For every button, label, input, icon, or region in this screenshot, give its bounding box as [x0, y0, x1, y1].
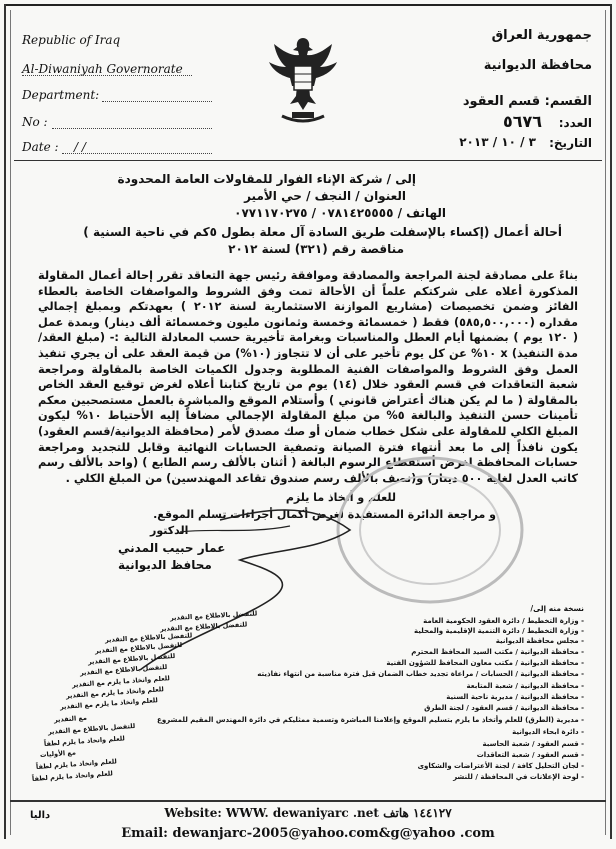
border-right [610, 4, 612, 839]
signatory-name: عمار حبيب المدني [118, 541, 226, 555]
governorate-en: Al-Diwaniyah Governorate [22, 62, 183, 76]
department-label: Department: [22, 88, 100, 102]
cc-item: - محافظة الديوانية / شعبة المتابعة [466, 682, 584, 690]
cc-item: - محافظة الديوانية / مكتب معاون المحافظ للشؤون الفنية [386, 659, 584, 667]
cc-item: - محافظة الديوانية / مديرية ناحية السنية [446, 693, 584, 701]
section-ar: القسم: قسم العقود [462, 94, 592, 109]
handwritten-signature-icon [120, 490, 390, 680]
dots-line [52, 128, 212, 129]
signatory-position: محافظ الديوانية [118, 558, 212, 572]
number-label-en: No : [22, 115, 48, 129]
date-label-en: Date : [22, 140, 59, 154]
cc-note: للتفضل بالاطلاع مع التقدير [94, 640, 183, 655]
footer-rule [10, 800, 606, 802]
eagle-emblem-icon [262, 30, 344, 130]
footer-email: Email: dewanjarc-2005@yahoo.com&g@yahoo .com [121, 826, 495, 841]
cc-note: للتفضل بالاطلاع مع التقدير [79, 662, 168, 677]
cc-item: - مديرية (الطرق) للعلم وأتخاذ ما يلزم بتسليم الموقع وإعلامنا المباشرة وتسمية ممثليكم في دائرة المهندس المقيم للمشروع [157, 716, 584, 724]
dots-line [22, 75, 192, 76]
date-value-ar: ٣ / ١٠ / ٢٠١٣ [459, 135, 536, 149]
cc-note: مع الأوليات [39, 748, 77, 759]
number-label-ar: العدد: [558, 116, 592, 130]
cc-item: - محافظة الديوانية / قسم العقود / لجنة الطرق [424, 704, 584, 712]
republic-en: Republic of Iraq [22, 33, 121, 47]
cc-item: - وزارة التخطيط / دائرة العقود الحكومية العامة [423, 617, 584, 625]
date-label-ar: التاريخ: [549, 136, 592, 150]
date-value-en: / / [74, 140, 86, 154]
cc-note: للتفضل بالاطلاع مع التقدير [47, 721, 136, 736]
body-paragraph: بناءً على مصادقة لجنة المراجعة والمصادقة وموافقة رئيس جهة التعاقد تقرر إحالة أعمال المقاولة المذكورة أعلاه على شركتكم علماً أن الأحالة تمت وفق الشروط والمواصفات الخاصة بالعطاء الفائز وضمن تخصيصات (مشاريع الموازنة الاستثمارية لسنة ٢٠١٢ ) بعهدتكم وبمبلغ إجمالي مقداره (٥٨٥,٥٠٠,٠٠٠) فقط ( خمسمائة وخمسة وثمانون مليون وخمسمائة ألف دينار) وبمدة عمل ( ١٢٠ يوم ) بضمنها أيام العطل والمناسبات وبغرامة تأخيرية حسب المعادلة التالية :- (مبلغ العقد/ مدة التنفيذ) x ١٠% عن كل يوم تأخير على أن لا تتجاوز (١٠%) من قيمة العقد على أن يجري تنفيذ العمل وفق الشروط والمواصفات الفنية المطلوبة وجدول الكميات الخاصة بالمقاولة ومراجعة شعبة التعاقدات في قسم العقود خلال (١٤) يوم من تاريخ كتابنا أعلاه لغرض توقيع العقد الخاص بالمقاولة ( ما لم يكن هناك أعتراض قانوني ) وأستلام الموقع والمباشرة بالعمل مستصحبين معكم تأمينات حسن التنفيذ والبالغة ٥% من مبلغ المقاولة الإجمالي مضافاً إليه الأحتياط ١٠% ليكون المبلغ الكلي للمقاولة على شكل خطاب ضمان أو صك مصدق لأمر (محافظة الديوانية/قسم العقود) يكون نافذاً إلى ما بعد أنتهاء فترة الصيانة وتصفية الحسابات النهائية وقابل للتجديد ومراجعة حسابات المحافظة لغرض أستقطاع الرسوم البالغة ( أثنان بالألف رسم الطابع ) (واحد بالألف رسم كاتب العدل لغاية ٥٠٠ دينار) و(نصف بالألف رسم صندوق تقاعد المهندسين) من المبلغ الكلي . [38, 269, 579, 485]
cc-item: - مجلس محافظة الديوانية [495, 637, 584, 645]
signatory-title: الدكتور [150, 524, 189, 537]
closing-line-1: للعلم و أتخاذ ما يلزم [285, 491, 396, 504]
border-left-inner [10, 10, 11, 835]
cc-item: - محافظة الديوانية / الحسابات / مراعاة تجديد خطاب الضمان قبل فترة مناسبة من انتهاء نفاذيته [257, 670, 584, 678]
cc-item: - دائرة ابحاء الديوانية [512, 728, 584, 736]
cc-item: - قسم العقود / شعبة الحاسبة [482, 740, 584, 748]
footer-website: Website: WWW. dewaniyarc .net ١٤٤١٢٧ هاتف [164, 806, 452, 820]
addressee: إلى / شركة الإناء الفوار للمقاولات العامة المحدودة [117, 172, 416, 186]
border-right-inner [605, 10, 606, 835]
cc-note: للعلم واتخاذ ما يلزم مع التقدير [59, 696, 159, 711]
header-rule [14, 160, 602, 161]
cc-note: للتفضل بالاطلاع مع التقدير [159, 620, 248, 633]
governorate-ar: محافظة الديوانية [483, 58, 592, 73]
cc-item: - قسم العقود / شعبة التعاقدات [476, 751, 584, 759]
cc-note: للتفضل بالاطلاع مع التقدير [87, 651, 176, 666]
cc-note: للعلم واتخاذ ما يلزم لطفاً [43, 734, 126, 748]
dots-line [102, 101, 212, 102]
phone-line: الهاتف / ٠٧٨١٤٢٥٥٥٥ / ٠٧٧١١٧٠٢٧٥ [234, 206, 446, 220]
tender-number: مناقصة رقم (٣٢١) لسنة ٢٠١٢ [228, 242, 404, 256]
border-left [4, 4, 6, 839]
border-top [4, 4, 612, 6]
cc-note: للتفضل بالاطلاع مع التقدير [169, 609, 258, 622]
cc-item: - لوحة الإعلانات في المحافظة / للنشر [453, 773, 584, 781]
cc-item: - محافظة الديوانية / مكتب السيد المحافظ المحترم [411, 648, 584, 656]
number-value-ar: ٥٦٧٦ [502, 112, 542, 131]
republic-ar: جمهورية العراق [491, 28, 592, 43]
cc-note: مع التقدير [53, 713, 88, 724]
footer-left-note: داليا [30, 810, 51, 821]
closing-line-2: و مراجعة الدائرة المستفيدة لغرض أكمال أجراءات تسلم الموقع. [153, 508, 496, 521]
referral-subject: أحالة أعمال (إكساء بالإسفلت طريق السادة آل معلة بطول ٥كم في ناحية السنية ) [83, 225, 562, 239]
cc-title: نسخة منه إلى/ [530, 604, 584, 613]
address-line: العنوان / النجف / حي الأمير [244, 189, 406, 203]
cc-note: للعلم واتخاذ ما يلزم لطفاً [31, 769, 114, 783]
cc-item: - وزارة التخطيط / دائرة التنمية الإقليمية والمحلية [414, 627, 584, 635]
cc-note: للعلم واتخاذ ما يلزم لطفاً [35, 757, 118, 771]
cc-note: للعلم واتخاذ ما يلزم مع التقدير [65, 685, 165, 700]
cc-note: للعلم واتخاذ ما يلزم مع التقدير [71, 674, 171, 689]
dots-line [62, 153, 212, 154]
cc-note: للتفضل بالاطلاع مع التقدير [104, 631, 193, 644]
cc-item: - لجان التحليل كافة / لجنة الأعتراضات والشكاوى [417, 762, 584, 770]
